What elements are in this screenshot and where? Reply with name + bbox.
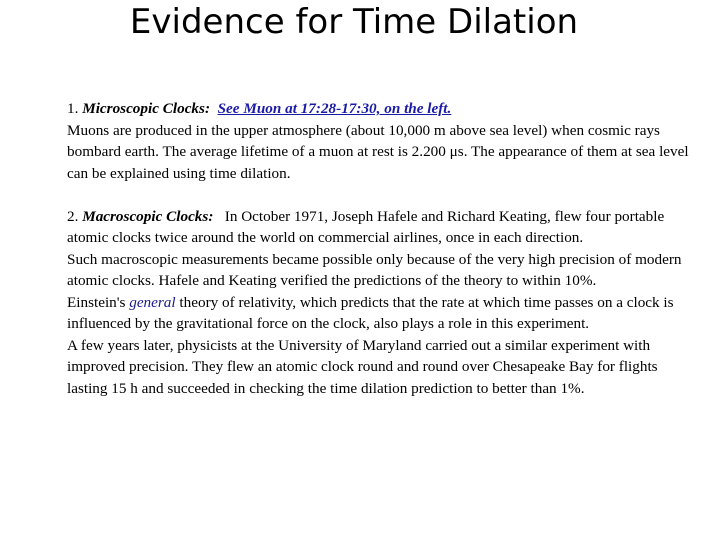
section-2-intro-text: In October 1971, Joseph Hafele and Richard Keating, flew four portable atomic clocks twice around the world on commercial airlines, once in each direction. xyxy=(67,207,665,246)
section-2-number: 2. xyxy=(67,207,83,225)
p3-general-italic: general xyxy=(129,293,176,311)
section-2-intro xyxy=(67,206,697,249)
section-1-number: 1. xyxy=(67,100,83,117)
p3-after: theory of relativity, which predicts that the rate at which time passes on a clock is influenced by the gravitational force on the clock, also plays a role in this experiment. xyxy=(67,293,674,332)
section-1-heading: Microscopic Clocks: xyxy=(82,100,210,117)
section-2-paragraph-2: Such macroscopic measurements became possible only because of the very high precision of modern atomic clocks. Hafele and Keating verified the predictions of the theory to within 10%. xyxy=(67,250,682,289)
page-title: Evidence for Time Dilation xyxy=(129,2,579,42)
paragraph-gap xyxy=(67,184,697,206)
section-2-paragraph-4: A few years later, physicists at the University of Maryland carried out a similar experiment with improved precision. They flew an atomic clock round and round over Chesapeake Bay for flights lasting 15 h and succeeded in checking the time dilation prediction to better than 1%. xyxy=(67,336,658,397)
slide-content xyxy=(67,98,697,399)
section-2-heading: Macroscopic Clocks: xyxy=(82,207,214,225)
section-1-body: Muons are produced in the upper atmosphere (about 10,000 m above sea level) when cosmic rays bombard earth. The average lifetime of a muon at rest is 2.200 μs. The appearance of them at sea level can be explained using time dilation. xyxy=(67,121,689,182)
section-1-header xyxy=(67,98,697,120)
muon-video-link[interactable]: See Muon at 17:28-17:30, on the left. xyxy=(217,100,452,117)
p3-before: Einstein's xyxy=(67,293,130,311)
section-2-paragraph-3 xyxy=(67,292,697,335)
